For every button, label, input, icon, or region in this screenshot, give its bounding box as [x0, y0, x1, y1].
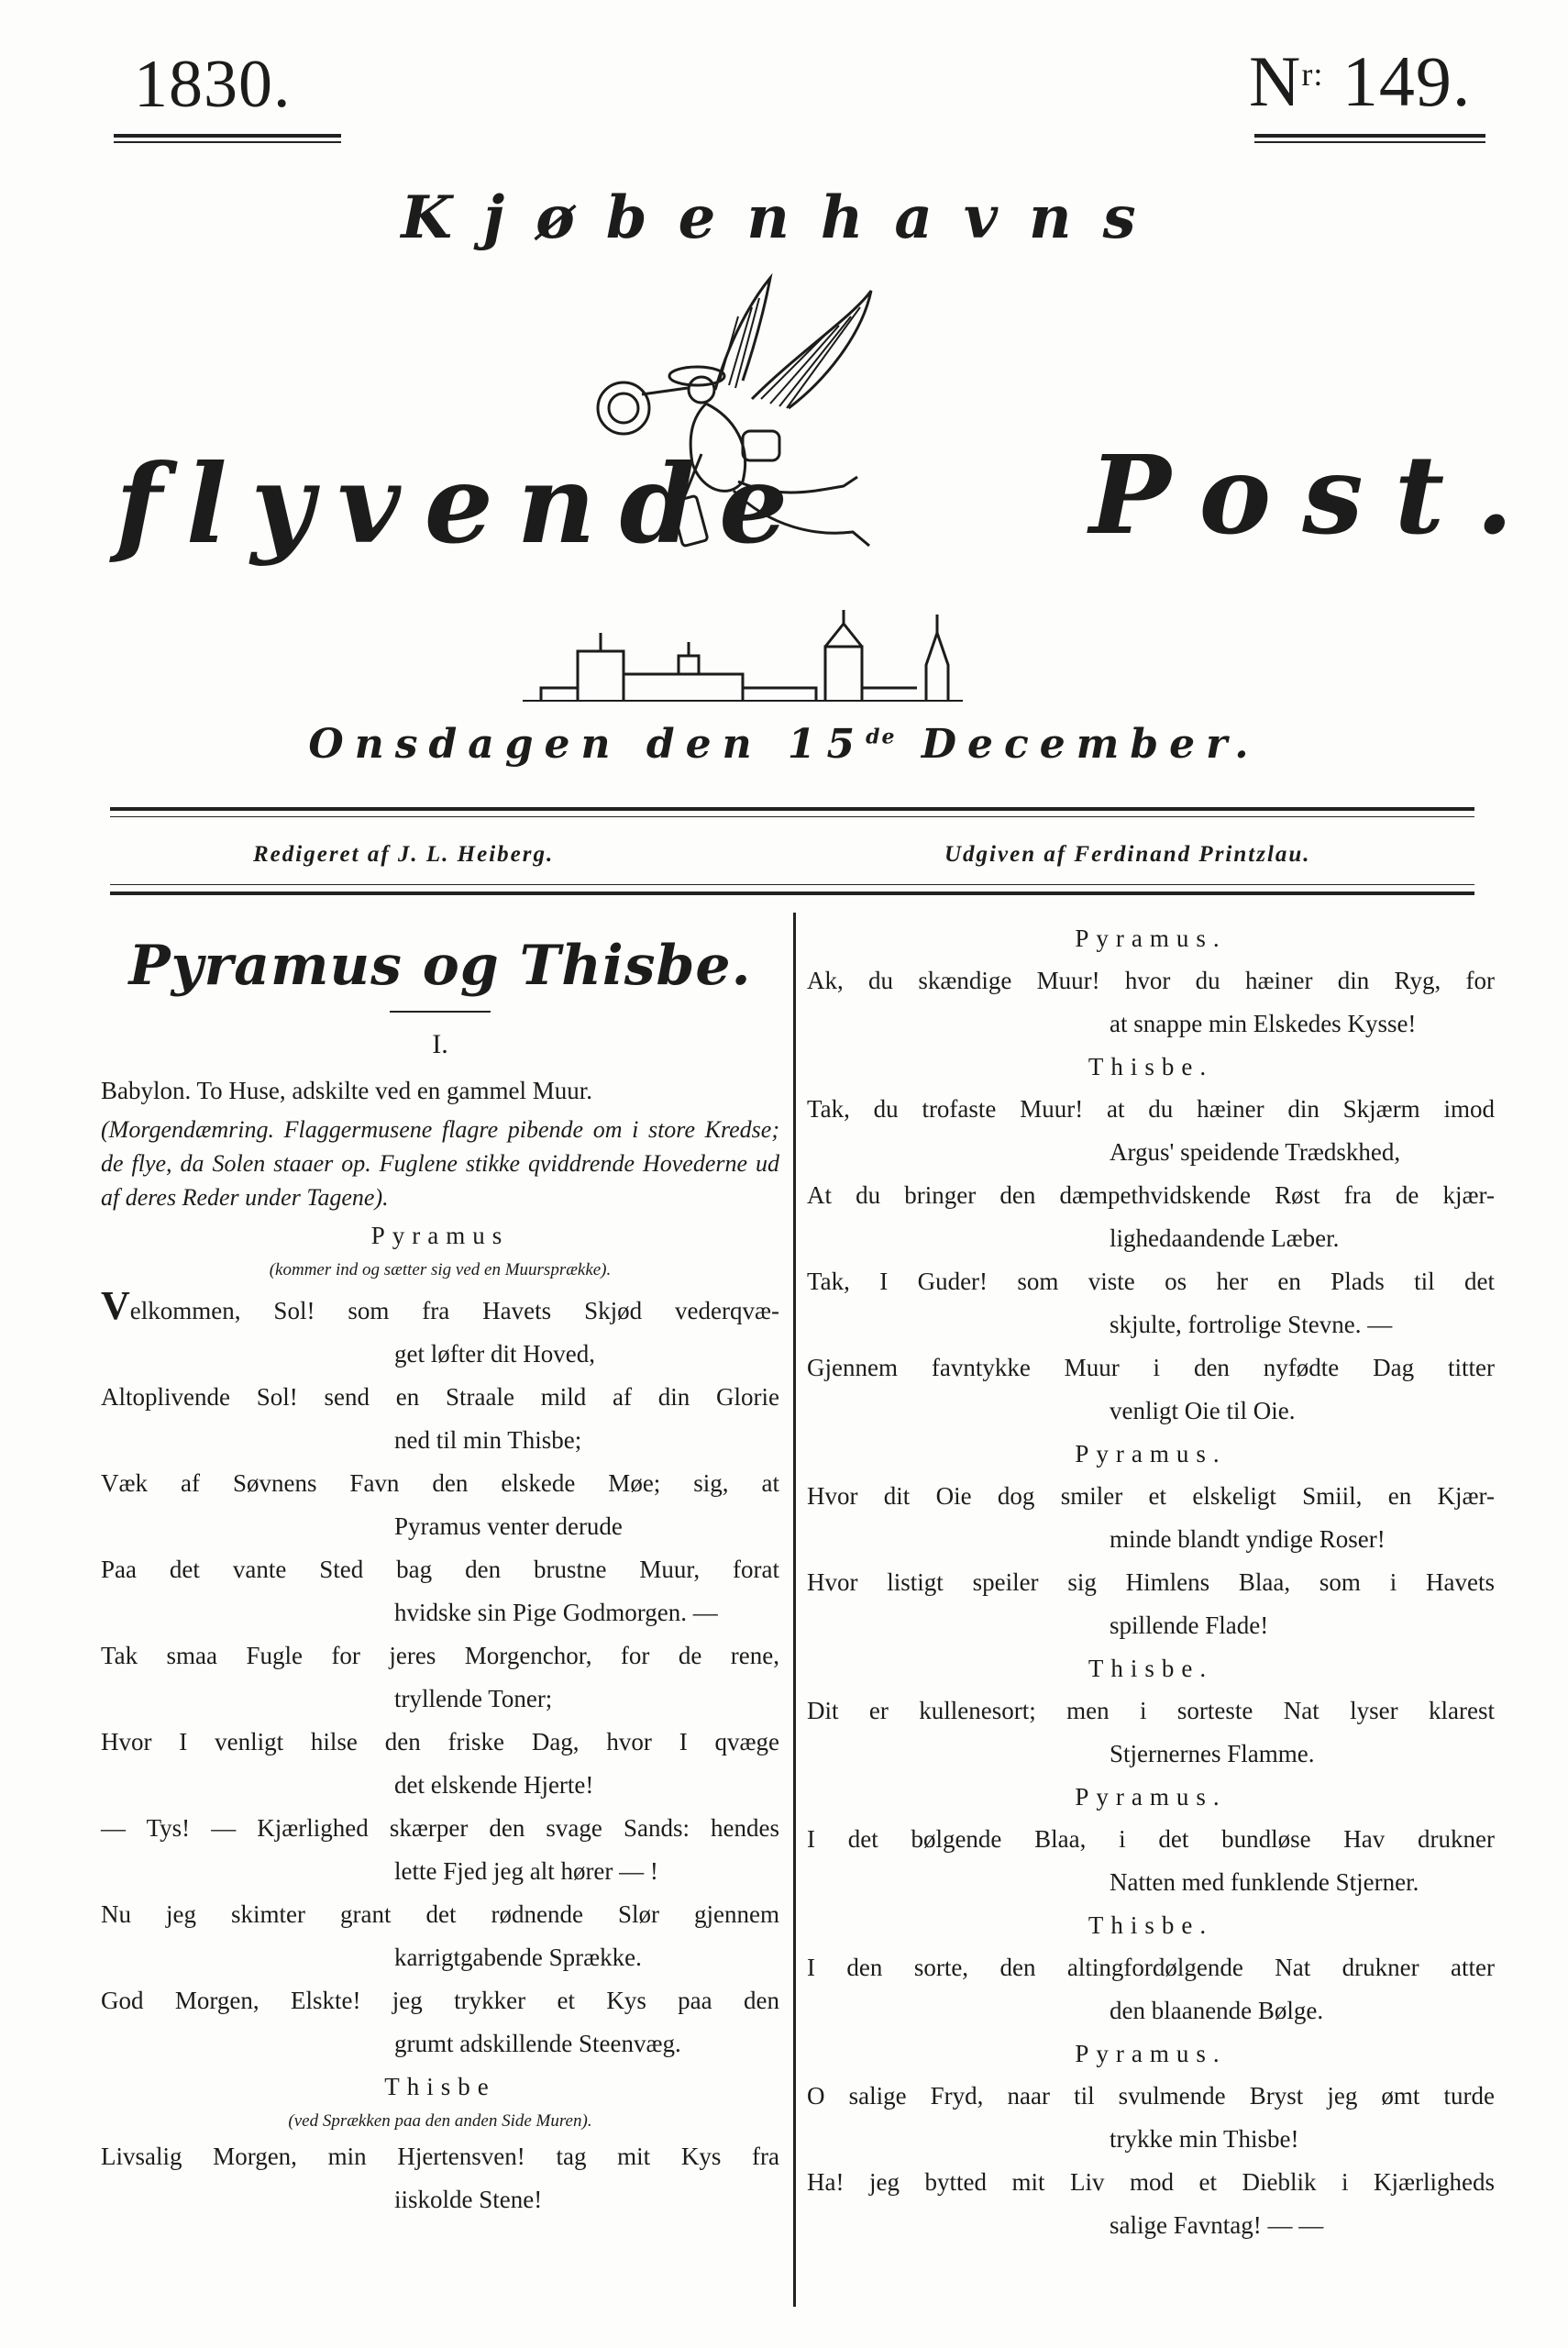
verse-continuation: grumt adskillende Steenvæg. [394, 2030, 681, 2057]
verse-continuation: skjulte, fortrolige Stevne. — [1110, 1311, 1393, 1338]
verse-continuation: minde blandt yndige Roser! [1110, 1525, 1386, 1553]
verse-continuation: Natten med funklende Stjerner. [1110, 1868, 1419, 1896]
verse-continuation: lighedaandende Læber. [1110, 1224, 1340, 1252]
verse-continuation: Pyramus venter derude [394, 1512, 623, 1540]
speaker-name: Pyramus. [1075, 1440, 1227, 1468]
verse-continuation: Stjernernes Flamme. [1110, 1740, 1315, 1767]
speaker-name: Thisbe [384, 2073, 496, 2100]
verse-continuation: tryllende Toner; [394, 1685, 553, 1712]
right-column [807, 917, 1495, 2247]
verse-continuation: trykke min Thisbe! [1110, 2125, 1299, 2153]
verse-line: Gjennem favntykke Muur i den nyfødte Dag titter [807, 1354, 1495, 1381]
year-underline [114, 134, 341, 143]
title-rule [390, 1011, 491, 1013]
scene-setting: Babylon. To Huse, adskilte ved en gammel Muur. [101, 1077, 593, 1104]
verse-continuation: den blaanende Bølge. [1110, 1997, 1324, 2024]
verse-line: Hvor I venligt hilse den friske Dag, hvor I qvæge [101, 1728, 779, 1755]
verse-line: Hvor dit Oie dog smiler et elskeligt Smiil, en Kjær- [807, 1482, 1495, 1510]
verse-continuation: iiskolde Stene! [394, 2186, 543, 2213]
masthead-rule-top-thin [110, 816, 1474, 817]
verse-line: Livsalig Morgen, min Hjertensven! tag mit Kys fra [101, 2143, 779, 2170]
verse-continuation: venligt Oie til Oie. [1110, 1397, 1296, 1424]
stage-direction-line: (kommer ind og sætter sig ved en Muursprække). [269, 1260, 612, 1279]
speaker-name: Pyramus [370, 1222, 510, 1249]
issue-number-value: 149. [1342, 41, 1472, 121]
verse-continuation: salige Favntag! — — [1110, 2211, 1324, 2239]
speaker-name: Pyramus. [1075, 925, 1227, 952]
verse-line: Tak smaa Fugle for jeres Morgenchor, for de rene, [101, 1642, 779, 1669]
issue-abbr: r: [1301, 56, 1324, 93]
scene-numeral: I. [432, 1029, 448, 1059]
masthead-right: Post. [1089, 431, 1545, 559]
verse-line: — Tys! — Kjærlighed skærper den svage Sands: hendes [101, 1814, 779, 1842]
flying-messenger-illustration [523, 271, 1073, 702]
verse-line: I den sorte, den altingfordølgende Nat drukner atter [807, 1954, 1495, 1981]
article-title: Pyramus og Thisbe. [128, 934, 752, 998]
speaker-name: Pyramus. [1075, 1783, 1227, 1811]
verse-line: At du bringer den dæmpethvidskende Røst fra de kjær- [807, 1181, 1495, 1209]
issue-prefix: N [1249, 41, 1302, 121]
verse-line: Nu jeg skimter grant det rødnende Slør gjennem [101, 1900, 779, 1928]
speaker-name: Thisbe. [1088, 1053, 1214, 1080]
verse-line: Tak, I Guder! som viste os her en Plads til det [807, 1268, 1495, 1295]
verse-line: Velkommen, Sol! som fra Havets Skjød vederqvæ- [101, 1283, 779, 1328]
right-dialogue [807, 917, 1495, 2247]
verse-line: Væk af Søvnens Favn den elskede Møe; sig, at [101, 1469, 779, 1497]
issue-underline [1254, 134, 1485, 143]
speaker-name: Thisbe. [1088, 1655, 1214, 1682]
verse-line: Ha! jeg bytted mit Liv mod et Dieblik i Kjærligheds [807, 2168, 1495, 2196]
dateline [0, 721, 1568, 768]
verse-continuation: hvidske sin Pige Godmorgen. — [394, 1599, 718, 1626]
verse-continuation: karrigtgabende Sprække. [394, 1944, 642, 1971]
verse-continuation: get løfter dit Hoved, [394, 1340, 595, 1368]
editor-line: Redigeret af J. L. Heiberg. [253, 842, 555, 867]
verse-line: I det bølgende Blaa, i det bundløse Hav drukner [807, 1825, 1495, 1853]
masthead-rule-top [110, 807, 1474, 811]
masthead-rule-bottom-thin [110, 884, 1474, 885]
stage-direction-line: (ved Sprækken paa den anden Side Muren). [288, 2111, 592, 2131]
verse-continuation: lette Fjed jeg alt hører — ! [394, 1857, 658, 1885]
dateline-main: Onsdagen den 15 [308, 721, 867, 768]
verse-continuation: ned til min Thisbe; [394, 1426, 582, 1454]
verse-line: Dit er kullenesort; men i sorteste Nat lyser klarest [807, 1697, 1495, 1724]
verse-line: Tak, du trofaste Muur! at du hæiner din Skjærm imod [807, 1095, 1495, 1123]
stage-direction: (Morgendæmring. Flaggermusene flagre pibende om i store Kredse; de flye, da Solen staaer op. Fuglene stikke qviddrende Hovederne ud af deres Reder under Tagene). [101, 1116, 779, 1211]
verse-line: Paa det vante Sted bag den brustne Muur, forat [101, 1556, 779, 1583]
speaker-name: Thisbe. [1088, 1911, 1214, 1939]
masthead-rule-bottom [110, 892, 1474, 895]
verse-continuation: spillende Flade! [1110, 1611, 1269, 1639]
left-dialogue [101, 1214, 779, 2221]
year: 1830. [134, 47, 292, 122]
publisher-line: Udgiven af Ferdinand Printzlau. [944, 842, 1311, 867]
verse-line: God Morgen, Elskte! jeg trykker et Kys paa den [101, 1987, 779, 2014]
verse-line: Altoplivende Sol! send en Straale mild af din Glorie [101, 1383, 779, 1411]
masthead-left: flyvende [116, 440, 812, 568]
verse-line: Ak, du skændige Muur! hvor du hæiner din Ryg, for [807, 967, 1495, 994]
issue-number [1249, 40, 1471, 123]
verse-continuation: Argus' speidende Trædskhed, [1110, 1138, 1401, 1166]
verse-continuation: at snappe min Elskedes Kysse! [1110, 1010, 1417, 1037]
speaker-name: Pyramus. [1075, 2040, 1227, 2067]
left-column [101, 917, 779, 2221]
verse-continuation: det elskende Hjerte! [394, 1771, 594, 1799]
verse-line: O salige Fryd, naar til svulmende Bryst jeg ømt turde [807, 2082, 1495, 2110]
verse-line: Hvor listigt speiler sig Himlens Blaa, som i Havets [807, 1568, 1495, 1596]
dateline-sup: de [866, 725, 897, 749]
drop-capital: V [101, 1283, 130, 1328]
masthead-top: Kjøbenhavns [401, 183, 1167, 252]
dateline-month: December. [896, 721, 1260, 768]
column-divider [793, 913, 796, 2307]
